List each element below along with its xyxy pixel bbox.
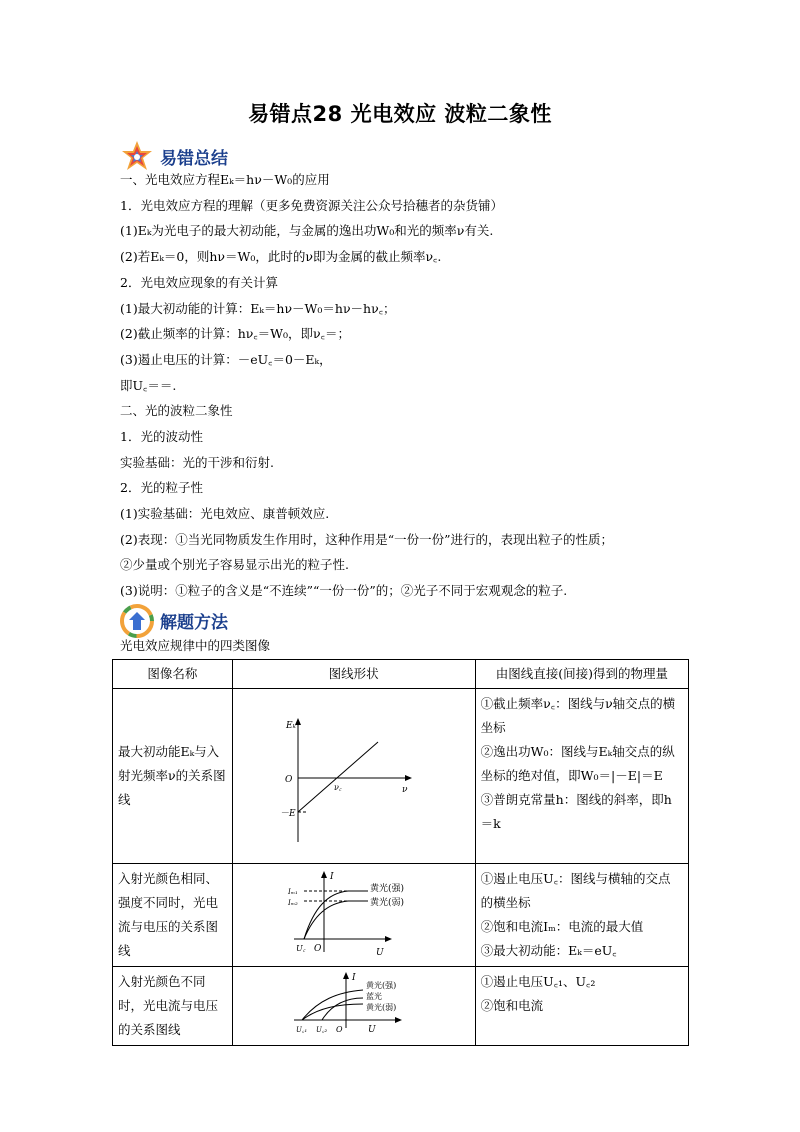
row-name-cell <box>113 864 233 967</box>
current-voltage-intensity-graph <box>238 867 470 959</box>
table-header: 图线形状 <box>232 660 475 689</box>
fact: ③普朗克常量h：图线的斜率，即h＝k <box>480 792 672 831</box>
star-badge-icon <box>120 140 154 174</box>
curve-label: 黄光(弱) <box>365 1003 396 1012</box>
text-line: (1)最大初动能的计算：Eₖ＝hν－W₀＝hν－hν꜀； <box>120 301 396 316</box>
method-badge-icon <box>120 604 154 638</box>
row-name: 入射光颜色不同时，光电流与电压的关系图线 <box>118 974 219 1037</box>
stop-voltage-2-label: U꜀₂ <box>315 1026 327 1034</box>
intercept-label: －E <box>279 809 296 819</box>
text-line: 2．光的粒子性 <box>120 480 203 495</box>
row-name: 入射光颜色相同、强度不同时，光电流与电压的关系图线 <box>118 871 219 958</box>
text-line: 实验基础：光的干涉和衍射. <box>120 455 274 470</box>
row-name: 最大初动能Eₖ与入射光频率ν的关系图线 <box>118 744 226 807</box>
fact: ①遏止电压U꜀₁、U꜀₂ <box>480 974 596 989</box>
curve-label: 蓝光 <box>365 992 382 1001</box>
text-line: (2)若Eₖ＝0，则hν＝W₀，此时的ν即为金属的截止频率ν꜀. <box>120 249 442 264</box>
table-header: 图像名称 <box>113 660 233 689</box>
row-name-cell <box>113 967 233 1046</box>
table-intro: 光电效应规律中的四类图像 <box>120 638 271 653</box>
stop-voltage-1-label: U꜀₁ <box>295 1026 307 1034</box>
text-line: (2)截止频率的计算：hν꜀＝W₀，即ν꜀＝； <box>120 326 350 341</box>
fact: ②饱和电流Iₘ：电流的最大值 <box>480 919 644 934</box>
text-line: 2．光电效应现象的有关计算 <box>120 275 278 290</box>
text-line: (3)遏止电压的计算：－eU꜀＝0－Eₖ， <box>120 352 332 367</box>
fact: ②饱和电流 <box>480 998 544 1013</box>
text-line: (1)实验基础：光电效应、康普顿效应. <box>120 506 330 521</box>
row-facts-cell <box>475 689 688 864</box>
cutoff-frequency-label: ν꜀ <box>333 783 342 792</box>
text-line: ②少量或个别光子容易显示出光的粒子性. <box>120 557 349 572</box>
text-line: (2)表现：①当光同物质发生作用时，这种作用是“一份一份”进行的，表现出粒子的性质； <box>120 532 613 547</box>
axis-label-y: I <box>329 872 334 882</box>
row-graph-cell <box>232 864 475 967</box>
row-graph-cell <box>232 967 475 1046</box>
row-graph-cell <box>232 689 475 864</box>
saturation-current-2-label: Iₘ₂ <box>287 899 298 907</box>
row-name-cell <box>113 689 233 864</box>
section-heading-label: 解题方法 <box>160 613 228 633</box>
curve-label: 黄光(强) <box>369 884 404 894</box>
text-line: (1)Eₖ为光电子的最大初动能，与金属的逸出功W₀和光的频率ν有关. <box>120 223 494 238</box>
text-line: 1．光的波动性 <box>120 429 203 444</box>
graph-types-table <box>112 659 689 1046</box>
row-facts-cell <box>475 864 688 967</box>
axis-label-y: Eₖ <box>285 721 296 731</box>
saturation-current-1-label: Iₘ₁ <box>287 888 298 896</box>
text-line: (3)说明：①粒子的含义是“不连续”“一份一份”的；②光子不同于宏观观念的粒子. <box>120 583 568 598</box>
axis-label-y: I <box>351 973 356 983</box>
axis-label-x: U <box>367 1025 376 1034</box>
fact: ①遏止电压U꜀：图线与横轴的交点的横坐标 <box>480 871 671 910</box>
text-line: 1．光电效应方程的理解（更多免费资源关注公众号拾穗者的杂货铺） <box>120 198 503 213</box>
table-header: 由图线直接(间接)得到的物理量 <box>475 660 688 689</box>
ek-frequency-graph <box>238 692 470 857</box>
row-facts-cell <box>475 967 688 1046</box>
text-line: 二、光的波粒二象性 <box>120 403 233 418</box>
table-header-row <box>113 660 689 689</box>
axis-label-x: U <box>375 948 384 958</box>
curve-label: 黄光(弱) <box>369 898 404 908</box>
axis-label-x: ν <box>401 785 408 795</box>
section-heading-label: 易错总结 <box>160 149 228 169</box>
fact: ②逸出功W₀：图线与Eₖ轴交点的纵坐标的绝对值，即W₀＝|－E|＝E <box>480 744 675 783</box>
fact: ③最大初动能：Eₖ＝eU꜀ <box>480 943 617 958</box>
page-title: 易错点28 光电效应 波粒二象性 <box>248 102 552 126</box>
curve-label: 黄光(强) <box>365 981 396 990</box>
stop-voltage-label: U꜀ <box>295 944 306 953</box>
table-row <box>113 864 689 967</box>
origin-label: O <box>313 944 322 954</box>
table-row <box>113 689 689 864</box>
text-line: 一、光电效应方程Eₖ＝hν－W₀的应用 <box>120 172 330 187</box>
current-voltage-color-graph <box>238 970 470 1034</box>
fact: ①截止频率ν꜀：图线与ν轴交点的横坐标 <box>480 696 676 735</box>
text-line: 即U꜀＝＝. <box>120 378 177 393</box>
origin-label: O <box>284 775 293 785</box>
origin-label: O <box>335 1025 343 1034</box>
table-row <box>113 967 689 1046</box>
